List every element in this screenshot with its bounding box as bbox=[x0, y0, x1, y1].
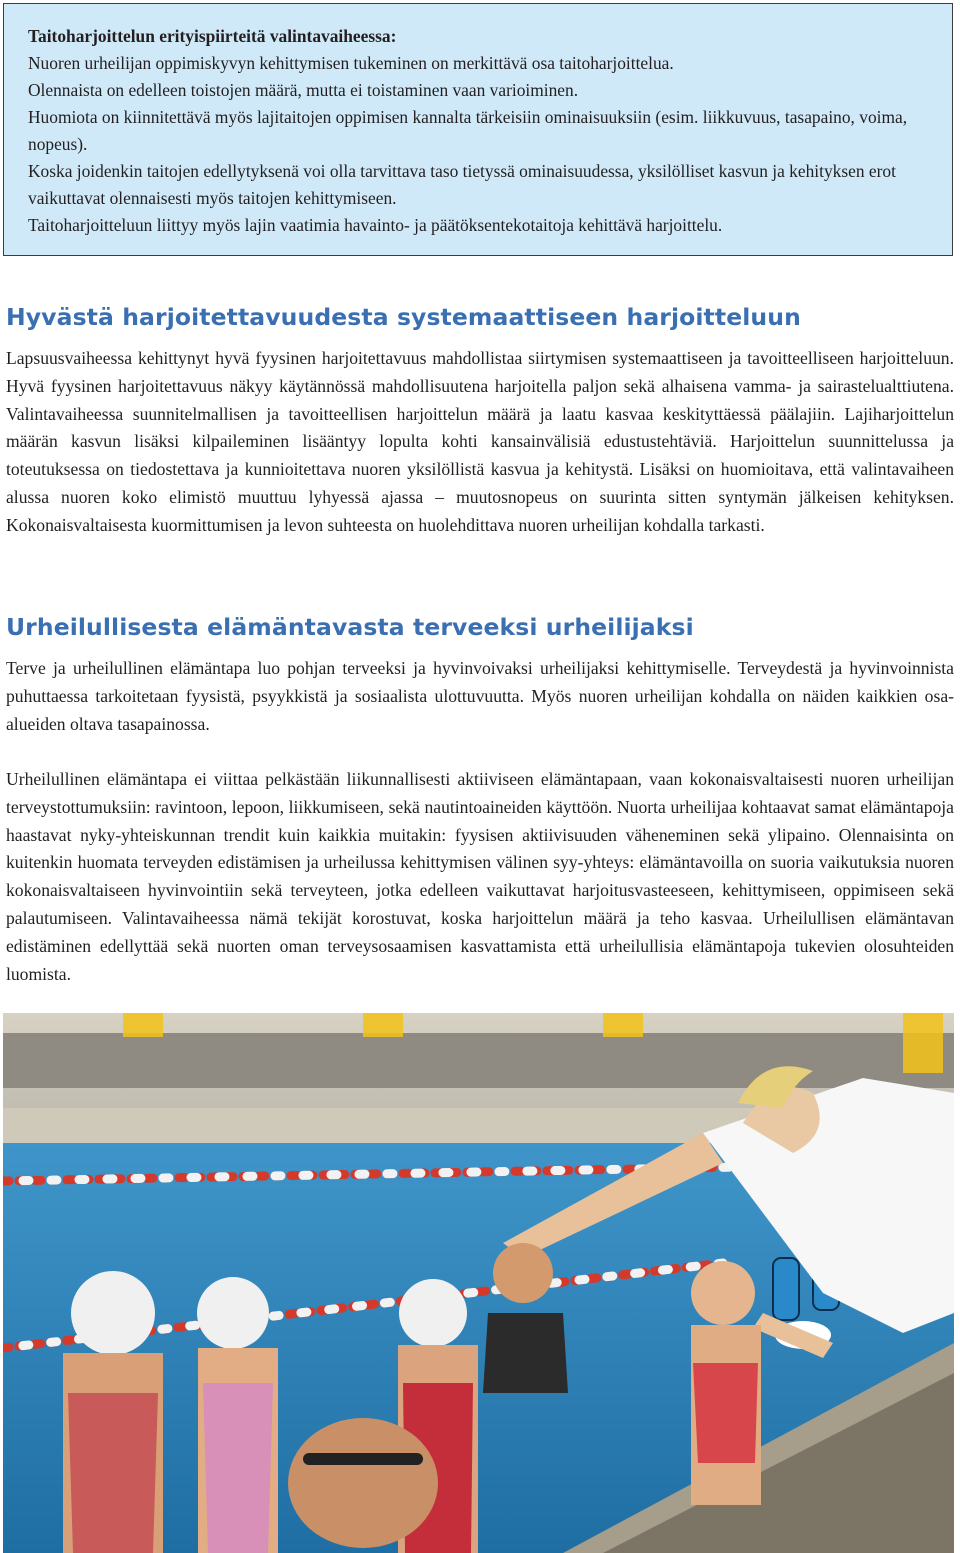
section-heading-training: Hyvästä harjoitettavuudesta systemaattiseen harjoitteluun bbox=[6, 303, 801, 331]
info-box-line: Koska joidenkin taitojen edellytyksenä voi olla tarvittava taso tietyssä ominaisuudessa, yksilölliset kasvun ja kehityksen erot vaikuttavat olennaisesti myös taitojen kehittymiseen. bbox=[28, 161, 896, 208]
section-heading-lifestyle: Urheilullisesta elämäntavasta terveeksi urheilijaksi bbox=[6, 613, 694, 641]
info-box-line: Nuoren urheilijan oppimiskyvyn kehittymisen tukeminen on merkittävä osa taitoharjoittelua. bbox=[28, 53, 674, 73]
pool-illustration bbox=[3, 1013, 954, 1553]
info-box-line: Taitoharjoitteluun liittyy myös lajin vaatimia havainto- ja päätöksentekotaitoja kehittävä harjoittelu. bbox=[28, 215, 723, 235]
section-paragraph: Lapsuusvaiheessa kehittynyt hyvä fyysinen harjoitettavuus mahdollistaa siirtymisen systemaattiseen ja tavoitteelliseen harjoitteluun. Hyvä fyysinen harjoitettavuus näkyy käytännössä mahdollisuutena harjoitella paljon sekä alhaisena vamma- ja sairastelualttiutena. Valintavaiheessa suunnitelmallisen ja tavoitteellisen harjoittelun määrä ja laatu kasvaa keskityttäessä päälajiin. Lajiharjoittelun määrän kasvun lisäksi kilpaileminen lisääntyy lopulta kohti kansainvälisiä edustustehtäviä. Harjoittelun suunnittelussa ja toteutuksessa on tiedostettava ja kunnioitettava nuoren yksilöllistä kasvua ja kehitystä. Lisäksi on huomioitava, että valintavaiheen alussa nuoren koko elimistö muuttuu lyhyessä ajassa – muutosnopeus on suurinta sitten syntymän jälkeisen kehityksen. Kokonaisvaltaisesta kuormittumisen ja levon suhteesta on huolehdittava nuoren urheilijan kohdalla tarkasti. bbox=[6, 348, 954, 535]
info-box-line: Olennaista on edelleen toistojen määrä, mutta ei toistaminen vaan varioiminen. bbox=[28, 80, 579, 100]
section-paragraph: Terve ja urheilullinen elämäntapa luo pohjan terveeksi ja hyvinvoivaksi urheilijaksi kehittymiselle. Terveydestä ja hyvinvoinnista puhuttaessa tarkoitetaan fyysistä, psyykkistä ja sosiaalista ulottuvuutta. Myös nuoren urheilijan kohdalla on näiden kaikkien osa-alueiden oltava tasapainossa. bbox=[6, 658, 954, 734]
info-box bbox=[3, 3, 953, 256]
swimming-pool-photo bbox=[3, 1013, 954, 1553]
info-box-title: Taitoharjoittelun erityispiirteitä valintavaiheessa: bbox=[28, 26, 397, 46]
section-paragraph: Urheilullinen elämäntapa ei viittaa pelkästään liikunnallisesti aktiiviseen elämäntapaan, vaan kokonaisvaltaisesti nuoren urheilijan terveystottumuksiin: ravintoon, lepoon, liikkumiseen, sekä nautintoaineiden käyttöön. Nuorta urheilijaa kohtaavat samat elämäntapoja haastavat nyky-yhteiskunnan trendit kuin kaikkia muitakin: fyysisen aktiivisuuden väheneminen sekä ylipaino. Olennaisinta on kuitenkin huomata terveyden edistämisen ja urheilussa kehittymisen välinen syy-yhteys: elämäntavoilla on suoria vaikutuksia nuoren kokonaisvaltaiseen hyvinvointiin sekä terveyteen, jotka edelleen vaikuttavat harjoitusvasteeseen, kehittymiseen, oppimiseen sekä palautumiseen. Valintavaiheessa nämä tekijät korostuvat, koska harjoittelun määrä ja teho kasvaa. Urheilullisen elämäntavan edistäminen edellyttää sekä nuorten oman terveysosaamisen kasvattamista että urheilullisia elämäntapoja tukevien olosuhteiden luomista. bbox=[6, 769, 954, 984]
info-box-line: Huomiota on kiinnitettävä myös lajitaitojen oppimisen kannalta tärkeisiin ominaisuuksiin (esim. liikkuvuus, tasapaino, voima, nopeus). bbox=[28, 107, 908, 154]
